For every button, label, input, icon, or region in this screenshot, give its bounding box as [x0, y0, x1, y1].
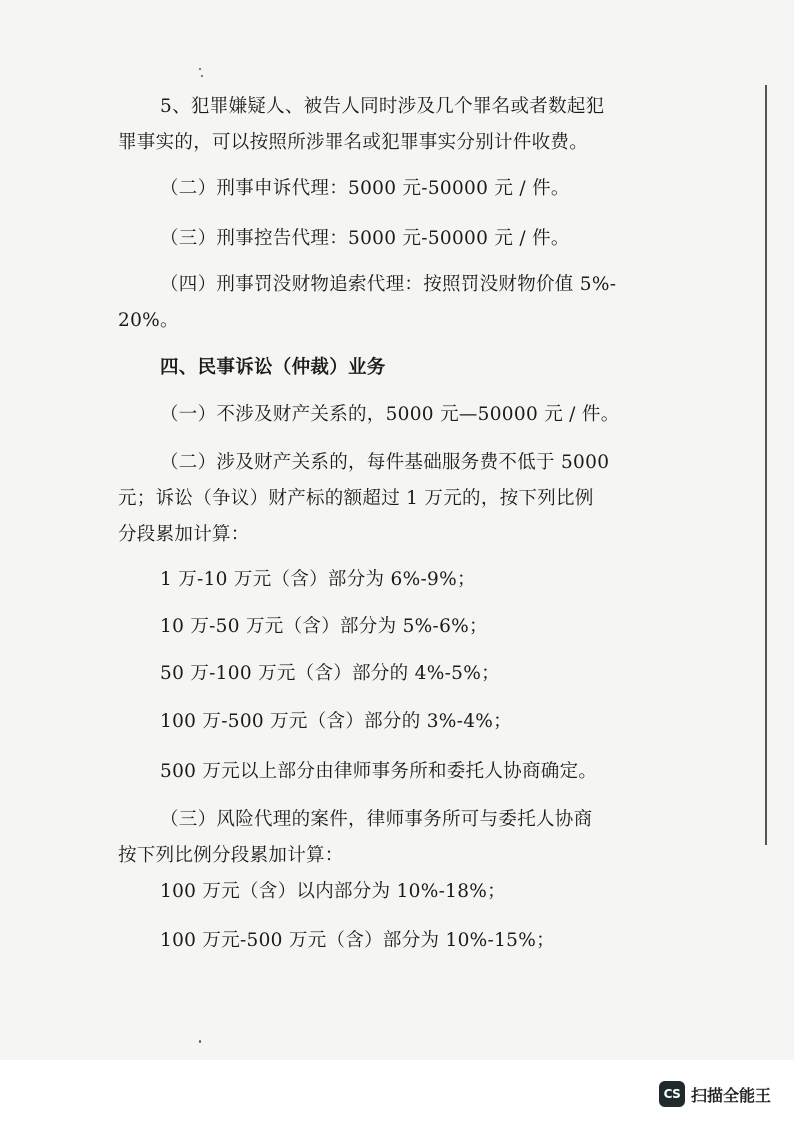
camscanner-watermark — [659, 1080, 771, 1108]
text-line: （三）刑事控告代理：5000 元-50000 元 / 件。 — [160, 228, 570, 249]
text-line: 100 万-500 万元（含）部分的 3%-4%； — [160, 711, 512, 732]
text-line: （二）涉及财产关系的，每件基础服务费不低于 5000 — [160, 452, 610, 473]
section-heading: 四、民事诉讼（仲裁）业务 — [160, 357, 386, 378]
text-line: 按下列比例分段累加计算： — [118, 845, 344, 866]
text-line: （一）不涉及财产关系的，5000 元—50000 元 / 件。 — [160, 404, 620, 425]
scan-speck — [199, 68, 201, 70]
text-line: 100 万元-500 万元（含）部分为 10%-15%； — [160, 930, 555, 951]
text-line: 元；诉讼（争议）财产标的额超过 1 万元的，按下列比例 — [118, 488, 594, 509]
text-line: 100 万元（含）以内部分为 10%-18%； — [160, 881, 506, 902]
scan-speck — [201, 75, 203, 77]
camscanner-logo-icon: CS — [659, 1081, 685, 1107]
text-line: 1 万-10 万元（含）部分为 6%-9%； — [160, 569, 476, 590]
text-line: 20%。 — [118, 310, 179, 331]
text-line: （二）刑事申诉代理：5000 元-50000 元 / 件。 — [160, 178, 570, 199]
camscanner-app-name: 扫描全能王 — [691, 1085, 772, 1105]
text-line: （四）刑事罚没财物追索代理：按照罚没财物价值 5%- — [160, 274, 617, 295]
text-line: 5、犯罪嫌疑人、被告人同时涉及几个罪名或者数起犯 — [160, 96, 605, 117]
text-line: 50 万-100 万元（含）部分的 4%-5%； — [160, 663, 500, 684]
text-line: 分段累加计算： — [118, 524, 250, 545]
text-line: 罪事实的，可以按照所涉罪名或犯罪事实分别计件收费。 — [118, 132, 589, 153]
scan-speck — [199, 1040, 201, 1043]
text-line: 10 万-50 万元（含）部分为 5%-6%； — [160, 616, 488, 637]
text-line: （三）风险代理的案件，律师事务所可与委托人协商 — [160, 809, 593, 830]
page-edge-line — [765, 85, 767, 845]
text-line: 500 万元以上部分由律师事务所和委托人协商确定。 — [160, 761, 598, 782]
